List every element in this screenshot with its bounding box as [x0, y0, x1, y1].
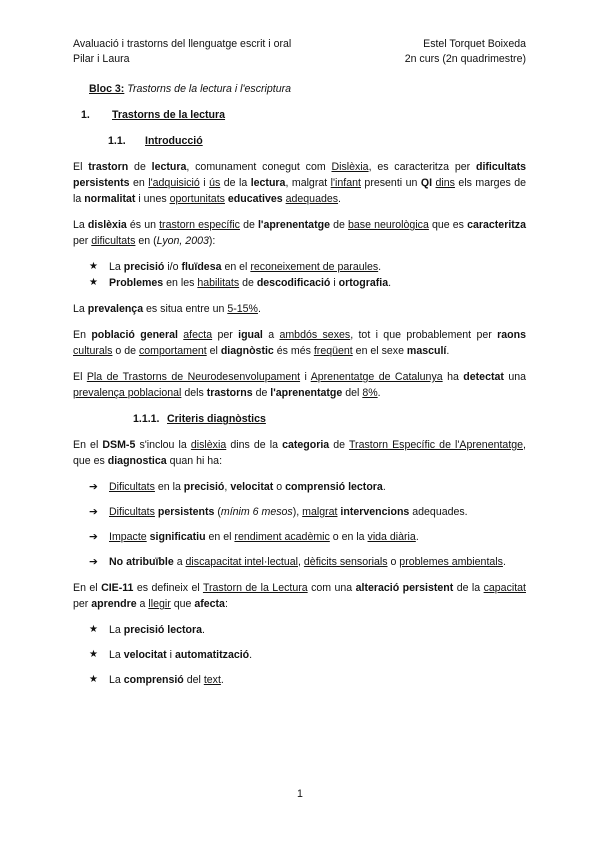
list-item: ➔ No atribuïble a discapacitat intel·lectual, dèficits sensorials o problemes ambientals.	[89, 556, 506, 568]
arrow-bullet-icon: ➔	[89, 531, 98, 543]
section-number: 1.1.1.	[133, 413, 160, 425]
paragraph-population: En població general afecta per igual a ambdós sexes, tot i que probablement per raons culturals o de comportament el diagnòstic és més freqüent en el sexe masculí.	[73, 329, 526, 357]
paragraph-dyslexia: La dislèxia és un trastorn específic de l'aprenentatge de base neurològica que es caracteritza per dificultats en (Lyon, 2003):	[73, 219, 526, 247]
list-item: ★ La precisió i/o fluïdesa en el reconeixement de paraules.	[89, 261, 382, 273]
section-title: Criteris diagnòstics	[167, 413, 266, 425]
section-title: Trastorns de la lectura	[112, 109, 226, 121]
cie11-list	[73, 622, 526, 688]
header-right	[370, 37, 526, 67]
page-number: 1	[297, 788, 303, 800]
section-title: Introducció	[145, 135, 203, 147]
list-item: ★ La velocitat i automatització.	[89, 649, 253, 661]
bloc-title: Trastorns de la lectura i l'escriptura	[127, 83, 292, 95]
star-bullet-icon: ★	[89, 674, 98, 685]
star-bullet-icon: ★	[89, 649, 98, 660]
author-name: Estel Torquet Boixeda	[423, 38, 526, 50]
dsm5-criteria-list	[73, 479, 526, 570]
arrow-bullet-icon: ➔	[89, 506, 98, 518]
star-bullet-icon: ★	[89, 624, 98, 635]
course-title: Avaluació i trastorns del llenguatge escrit i oral	[73, 38, 292, 50]
course-year: 2n curs (2n quadrimestre)	[404, 53, 526, 65]
section-heading-1	[81, 107, 526, 123]
list-item: ★ Problemes en les habilitats de descodificació i ortografia.	[89, 277, 392, 289]
bloc-heading	[89, 81, 526, 97]
list-item: ➔ Dificultats persistents (mínim 6 mesos), malgrat intervencions adequades.	[89, 506, 468, 518]
paragraph-catalonia-plan: El Pla de Trastorns de Neurodesenvolupament i Aprenentatge de Catalunya ha detectat una prevalença poblacional dels trastorns de l'aprenentatge del 8%.	[73, 371, 527, 399]
header-left	[73, 37, 291, 67]
teachers: Pilar i Laura	[73, 53, 130, 65]
paragraph-cie11: En el CIE-11 es defineix el Trastorn de la Lectura com una alteració persistent de la capacitat per aprendre a llegir que afecta:	[73, 582, 526, 610]
section-number: 1.	[81, 109, 90, 121]
section-number: 1.1.	[108, 135, 126, 147]
paragraph-prevalence: La prevalença es situa entre un 5-15%.	[73, 303, 261, 315]
list-item: ➔ Dificultats en la precisió, velocitat o comprensió lectora.	[89, 481, 386, 493]
difficulties-list	[73, 259, 526, 291]
paragraph-dsm5: En el DSM-5 s'inclou la dislèxia dins de la categoria de Trastorn Específic de l'Aprenentatge, que es diagnostica quan hi ha:	[73, 439, 526, 467]
star-bullet-icon: ★	[89, 277, 98, 288]
list-item: ★ La precisió lectora.	[89, 624, 205, 636]
section-heading-1-1-1	[133, 411, 526, 427]
arrow-bullet-icon: ➔	[89, 481, 98, 493]
list-item: ➔ Impacte significatiu en el rendiment acadèmic o en la vida diària.	[89, 531, 419, 543]
arrow-bullet-icon: ➔	[89, 556, 98, 568]
bloc-label: Bloc 3:	[89, 83, 125, 95]
paragraph-definition: El trastorn de lectura, comunament conegut com Dislèxia, es caracteritza per dificultats persistents en l'adquisició i ús de la lectura, malgrat l'infant presenti un QI dins els marges de la normalitat i unes oportunitats educatives adequades.	[73, 161, 527, 205]
star-bullet-icon: ★	[89, 261, 98, 272]
section-heading-1-1	[108, 133, 526, 149]
document-body	[73, 81, 526, 698]
list-item: ★ La comprensió del text.	[89, 674, 224, 686]
